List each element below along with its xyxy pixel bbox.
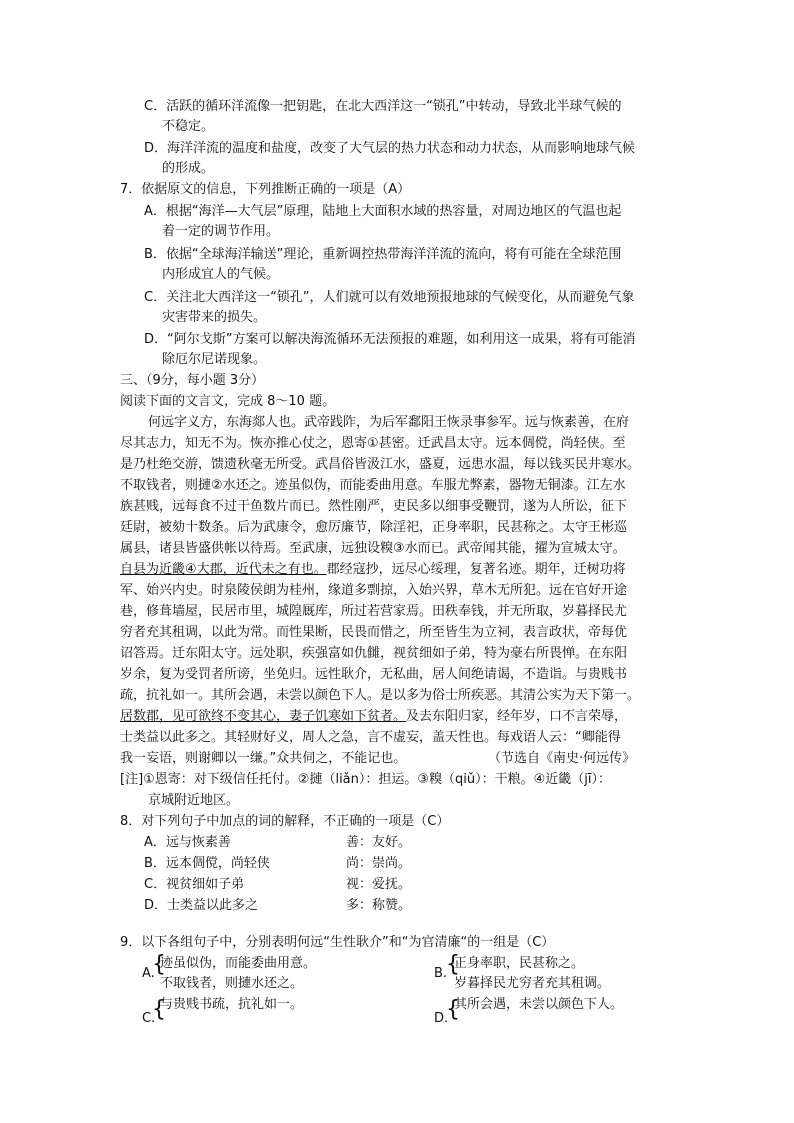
brace-a: { (152, 952, 166, 977)
brace-c: { (152, 997, 166, 1022)
passage-line-4: 不取钱者，则摙②水还之。迹虽似伪，而能委曲用意。车服尤弊素，器物无铜漆。江左水 (120, 478, 626, 493)
q7-option-a-line2: 着一定的调节作用。 (162, 224, 280, 239)
passage-line-9: 军、始兴内史。时泉陵侯朗为桂州，缘道多剽掠，入始兴界，草木无所犯。远在官好开途 (120, 583, 628, 598)
q8-option-c: C．视贫细如子弟 (144, 877, 245, 892)
passage-line-11: 穷者充其租调，以此为常。而性果断，民畏而惜之，所至皆生为立祠，表言政状，帝每优 (120, 625, 628, 640)
section-intro: 阅读下面的文言文，完成 8～10 题。 (120, 394, 336, 409)
passage-line-8 (120, 560, 626, 580)
q9-option-a-label: A. (142, 966, 155, 981)
q6-option-c-line2: 不稳定。 (162, 119, 215, 134)
q8-option-d: D．士类益以此多之 (144, 898, 259, 913)
q7-option-b-line1: B．依据“全球海洋输送”理论，重新调控热带海洋洋流的流向，将有可能在全球范围 (144, 247, 622, 262)
passage-line-12: 诏答焉。迁东阳太守。远处职，疾强富如仇雠，视贫细如子弟，特为豪右所畏惮。在东阳 (120, 646, 628, 661)
passage-line-5: 族甚贱，远每食不过干鱼数片而已。然性刚严，吏民多以细事受鞭罚，遂为人所讼，征下 (120, 499, 628, 514)
section-heading: 三、（9分，每小题 3分） (120, 373, 265, 388)
q9-option-b-label: B. (434, 966, 448, 981)
passage-line-8-rest: 郡经寇抄，远尽心绥理，复著名迹。期年，迁树功将 (326, 562, 626, 577)
passage-line-10: 巷，修葺墙屋，民居市里，城隍厩库，所过若营家焉。田秩奉钱，并无所取，岁暮择民尤 (120, 604, 628, 619)
q9-option-b-line1: 正身率职，民甚称之。 (454, 956, 585, 971)
q7-option-b-line2: 内形成宜人的气候。 (162, 267, 280, 282)
passage-line-14: 疏，抗礼如一。其所会遇，未尝以颜色下人。是以多为俗士所疾恶。其清公实为天下第一。 (120, 688, 641, 703)
brace-b: { (446, 952, 460, 977)
underlined-sentence-1: 自县为近畿④大郡，近代未之有也。 (120, 562, 327, 577)
q6-option-c-line1: C．活跃的循环洋流像一把钥匙，在北大西洋这一“锁孔”中转动，导致北半球气候的 (144, 99, 622, 114)
q9-stem: 9．以下各组句子中，分别表明何远“生性耿介”和“为官清廉“的一组是（C） (120, 935, 555, 950)
q6-option-d-line1: D．海洋洋流的温度和盐度，改变了大气层的热力状态和动力状态，从而影响地球气候 (144, 141, 636, 156)
q7-option-d-line1: D．“阿尔戈斯”方案可以解决海流循环无法预报的难题，如利用这一成果，将有可能消 (144, 332, 636, 347)
q8-stem: 8．对下列句子中加点的词的解释，不正确的一项是（C） (120, 814, 450, 829)
q8-option-b: B．远本倜傥，尚轻侠 (144, 856, 270, 871)
q9-option-c-label: C. (142, 1011, 156, 1026)
q7-option-a-line1: A．根据“海洋—大气层”原理，陆地上大面积水域的热容量，对周边地区的气温也起 (144, 204, 622, 219)
q9-option-a-line1: 迹虽似伪，而能委曲用意。 (160, 956, 317, 971)
q8-option-a: A．远与恢素善 (144, 835, 231, 850)
q9-option-c-line1: 与贵贱书疏，抗礼如一。 (160, 997, 304, 1012)
q7-stem: 7．依据原文的信息，下列推断正确的一项是（A） (120, 182, 411, 197)
q7-option-c-line2: 灾害带来的损失。 (162, 310, 267, 325)
annotation-line-2: 京城附近地区。 (148, 793, 240, 808)
q7-option-c-line1: C．关注北大西洋这一“锁孔”，人们就可以有效地预报地球的气候变化，从而避免气象 (144, 290, 635, 305)
q9-option-a-line2: 不取钱者，则摙水还之。 (160, 976, 304, 991)
q7-option-d-line2: 除厄尔尼诺现象。 (162, 352, 267, 367)
q8-gloss-c: 视：爱抚。 (346, 877, 412, 892)
q6-option-d-line2: 的形成。 (162, 161, 215, 176)
q8-gloss-b: 尚：崇尚。 (346, 856, 412, 871)
passage-source: （节选自《南史·何远传》 (488, 751, 636, 766)
passage-line-13: 岁余，复为受罚者所谤，坐免归。远性耿介，无私曲，居人间绝请谒，不造诣。与贵贱书 (120, 667, 628, 682)
passage-line-2: 尽其志力，知无不为。恢亦推心仗之，恩寄①甚密。迁武昌太守。远本倜傥，尚轻侠。至 (120, 436, 626, 451)
q8-gloss-a: 善：友好。 (346, 835, 412, 850)
q8-gloss-d: 多：称赞。 (346, 898, 412, 913)
q9-option-d-line1: 其所会遇，未尝以颜色下人。 (454, 997, 624, 1012)
passage-line-7: 属县，诸县皆盛供帐以待焉。至武康，远独设糗③水而已。武帝闻其能，擢为宣城太守。 (120, 541, 626, 556)
passage-line-1: 何远字义方，东海郯人也。武帝践阼，为后军鄱阳王恢录事参军。远与恢素善，在府 (148, 415, 630, 430)
q9-option-b-line2: 岁暮择民尤穷者充其租调。 (454, 976, 611, 991)
q9-option-d-label: D. (434, 1011, 449, 1026)
passage-line-15 (120, 707, 627, 727)
passage-line-15-rest: 及去东阳归家，经年岁，口不言荣辱， (406, 709, 628, 724)
passage-line-17: 我一妄语，则谢卿以一缣。”众共伺之，不能记也。 (120, 751, 407, 766)
passage-line-16: 士类益以此多之。其轻财好义，周人之急，言不虚妄，盖天性也。每戏语人云：“卿能得 (120, 730, 621, 745)
underlined-sentence-2: 居数郡，见可欲终不变其心，妻子饥寒如下贫者。 (120, 709, 407, 724)
brace-d: { (446, 997, 460, 1022)
passage-line-3: 是乃杜绝交游，馈遗秋毫无所受。武昌俗皆汲江水，盛夏，远患水温，每以钱买民井寒水。 (120, 457, 641, 472)
passage-line-6: 廷尉，被劾十数条。后为武康令，愈厉廉节，除淫祀，正身率职，民甚称之。太守王彬巡 (120, 520, 628, 535)
annotation-line-1: [注]①恩寄：对下级信任托付。②摙（liǎn）：担运。③糗（qiǔ）：干粮。④近畿（jī）： (120, 772, 612, 787)
